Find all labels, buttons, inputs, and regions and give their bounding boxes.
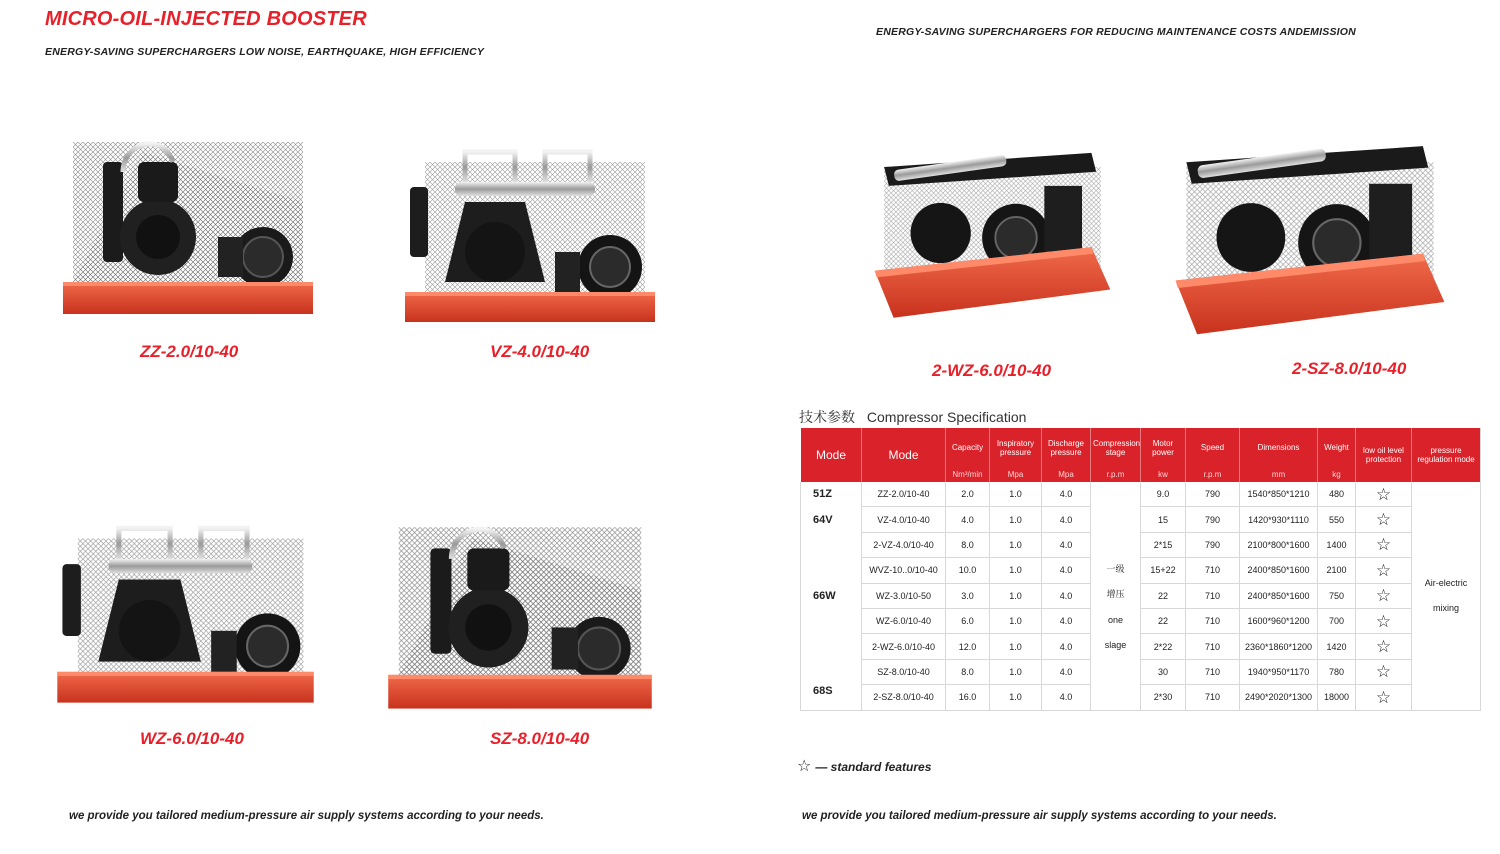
cell-inspiratory: 1.0 [990,634,1042,659]
cell-weight: 1400 [1318,532,1356,557]
star-icon: ☆ [1356,482,1412,507]
group-empty [801,608,862,633]
unit-capacity: Nm³/min [946,467,990,482]
cell-motor: 22 [1141,583,1186,608]
group-66w: 66W [801,583,862,608]
cell-dimensions: 1540*850*1210 [1240,482,1318,507]
header-protection: low oil level protection [1356,428,1412,482]
cell-weight: 2100 [1318,558,1356,583]
table-row [801,634,1481,659]
caption-wz-6: WZ-6.0/10-40 [140,729,244,748]
cell-dimensions: 2400*850*1600 [1240,558,1318,583]
cell-dimensions: 2360*1860*1200 [1240,634,1318,659]
header-stage: Compression stage [1091,428,1141,467]
subtitle-right: ENERGY-SAVING SUPERCHARGERS FOR REDUCING MAINTENANCE COSTS ANDEMISSION [876,26,1356,38]
cell-discharge: 4.0 [1042,583,1091,608]
cell-dimensions: 2490*2020*1300 [1240,685,1318,710]
cell-inspiratory: 1.0 [990,507,1042,532]
cell-speed: 710 [1186,659,1240,684]
cell-weight: 550 [1318,507,1356,532]
cell-capacity: 16.0 [946,685,990,710]
table-row [801,685,1481,710]
cell-motor: 22 [1141,608,1186,633]
table-row [801,583,1481,608]
cell-inspiratory: 1.0 [990,659,1042,684]
cell-discharge: 4.0 [1042,608,1091,633]
cell-stage-empty [1091,482,1141,507]
unit-speed: r.p.m [1186,467,1240,482]
cell-motor: 30 [1141,659,1186,684]
header-inspiratory: Inspiratory pressure [990,428,1042,467]
group-64v: 64V [801,507,862,532]
cell-mode: WZ-3.0/10-50 [862,583,946,608]
star-icon: ☆ [1356,659,1412,684]
cell-regulation [1412,482,1481,710]
star-icon: ☆ [1356,685,1412,710]
legend [797,756,931,776]
legend-text: — standard features [815,760,932,774]
cell-speed: 790 [1186,482,1240,507]
star-icon: ☆ [1356,634,1412,659]
cell-capacity: 2.0 [946,482,990,507]
cell-speed: 710 [1186,634,1240,659]
footer-left: we provide you tailored medium-pressure air supply systems according to your needs. [69,810,544,822]
table-row [801,558,1481,583]
cell-weight: 480 [1318,482,1356,507]
product-image-zz-2 [58,132,318,332]
cell-discharge: 4.0 [1042,532,1091,557]
header-mode: Mode [862,428,946,482]
regulation-line: mixing [1432,602,1459,613]
cell-speed: 710 [1186,608,1240,633]
header-weight: Weight [1318,428,1356,467]
unit-motor: kw [1141,467,1186,482]
cell-motor: 2*30 [1141,685,1186,710]
cell-weight: 700 [1318,608,1356,633]
stage-line: 增压 [1106,590,1125,601]
stage-line: one [1107,615,1124,626]
cell-discharge: 4.0 [1042,685,1091,710]
header-speed: Speed [1186,428,1240,467]
caption-2-wz-6: 2-WZ-6.0/10-40 [932,361,1052,380]
cell-motor: 9.0 [1141,482,1186,507]
cell-discharge: 4.0 [1042,558,1091,583]
group-empty [801,634,862,659]
cell-inspiratory: 1.0 [990,583,1042,608]
cell-dimensions: 2400*850*1600 [1240,583,1318,608]
cell-capacity: 4.0 [946,507,990,532]
cell-discharge: 4.0 [1042,634,1091,659]
caption-sz-8: SZ-8.0/10-40 [490,729,590,748]
cell-inspiratory: 1.0 [990,482,1042,507]
caption-vz-4: VZ-4.0/10-40 [490,342,590,361]
cell-speed: 790 [1186,532,1240,557]
cell-capacity: 8.0 [946,659,990,684]
cell-motor: 2*22 [1141,634,1186,659]
product-image-sz-8 [365,522,675,717]
cell-mode: SZ-8.0/10-40 [862,659,946,684]
product-image-2-sz-8 [1165,130,1455,345]
star-icon: ☆ [1356,532,1412,557]
table-row [801,482,1481,507]
stage-line: slage [1104,640,1127,651]
cell-capacity: 8.0 [946,532,990,557]
subtitle-left: ENERGY-SAVING SUPERCHARGERS LOW NOISE, EARTHQUAKE, HIGH EFFICIENCY [45,46,485,58]
unit-inspiratory: Mpa [990,467,1042,482]
unit-dimensions: mm [1240,467,1318,482]
cell-weight: 780 [1318,659,1356,684]
group-empty [801,659,862,684]
header-dimensions: Dimensions [1240,428,1318,467]
unit-discharge: Mpa [1042,467,1091,482]
group-51z: 51Z [801,482,862,507]
page-title: MICRO-OIL-INJECTED BOOSTER [45,8,367,30]
product-image-2-wz-6 [870,128,1115,338]
caption-zz-2: ZZ-2.0/10-40 [140,342,239,361]
cell-speed: 710 [1186,558,1240,583]
cell-dimensions: 1940*950*1170 [1240,659,1318,684]
spec-title-en: Compressor Specification [866,409,1027,425]
cell-motor: 15 [1141,507,1186,532]
unit-stage: r.p.m [1091,467,1141,482]
cell-inspiratory: 1.0 [990,685,1042,710]
caption-2-sz-8: 2-SZ-8.0/10-40 [1292,359,1407,378]
spec-title-cn: 技术参数 [799,410,855,426]
star-icon: ☆ [1356,583,1412,608]
table-row [801,659,1481,684]
cell-capacity: 3.0 [946,583,990,608]
spec-table [800,428,1481,711]
group-empty [801,558,862,583]
cell-weight: 750 [1318,583,1356,608]
star-icon: ☆ [1356,507,1412,532]
table-row [801,608,1481,633]
cell-capacity: 6.0 [946,608,990,633]
product-image-vz-4 [400,132,660,337]
header-capacity: Capacity [946,428,990,467]
regulation-line: Air-electric [1424,577,1468,588]
cell-inspiratory: 1.0 [990,558,1042,583]
cell-discharge: 4.0 [1042,659,1091,684]
star-icon: ☆ [1356,558,1412,583]
cell-dimensions: 2100*800*1600 [1240,532,1318,557]
table-row [801,532,1481,557]
header-motor: Motor power [1141,428,1186,467]
stage-line: 一级 [1106,565,1125,576]
cell-capacity: 10.0 [946,558,990,583]
cell-inspiratory: 1.0 [990,532,1042,557]
cell-mode: ZZ-2.0/10-40 [862,482,946,507]
product-image-wz-6 [48,518,323,718]
cell-dimensions: 1600*960*1200 [1240,608,1318,633]
cell-weight: 18000 [1318,685,1356,710]
group-68s: 68S [801,685,862,710]
cell-mode: 2-SZ-8.0/10-40 [862,685,946,710]
cell-speed: 790 [1186,507,1240,532]
cell-mode: 2-WZ-6.0/10-40 [862,634,946,659]
group-empty [801,532,862,557]
cell-capacity: 12.0 [946,634,990,659]
cell-stage [1091,507,1141,710]
unit-weight: kg [1318,467,1356,482]
cell-dimensions: 1420*930*1110 [1240,507,1318,532]
cell-mode: VZ-4.0/10-40 [862,507,946,532]
cell-motor: 15+22 [1141,558,1186,583]
cell-discharge: 4.0 [1042,482,1091,507]
header-mode-group: Mode [801,428,862,482]
cell-weight: 1420 [1318,634,1356,659]
cell-inspiratory: 1.0 [990,608,1042,633]
cell-speed: 710 [1186,583,1240,608]
table-row [801,507,1481,532]
spec-title [799,407,1026,427]
cell-mode: WZ-6.0/10-40 [862,608,946,633]
header-regulation: pressure regulation mode [1412,428,1481,482]
cell-speed: 710 [1186,685,1240,710]
cell-motor: 2*15 [1141,532,1186,557]
cell-mode: WVZ-10..0/10-40 [862,558,946,583]
footer-right: we provide you tailored medium-pressure air supply systems according to your needs. [802,810,1277,822]
header-discharge: Discharge pressure [1042,428,1091,467]
cell-discharge: 4.0 [1042,507,1091,532]
cell-mode: 2-VZ-4.0/10-40 [862,532,946,557]
star-icon: ☆ [1356,608,1412,633]
star-icon: ☆ [797,758,812,775]
